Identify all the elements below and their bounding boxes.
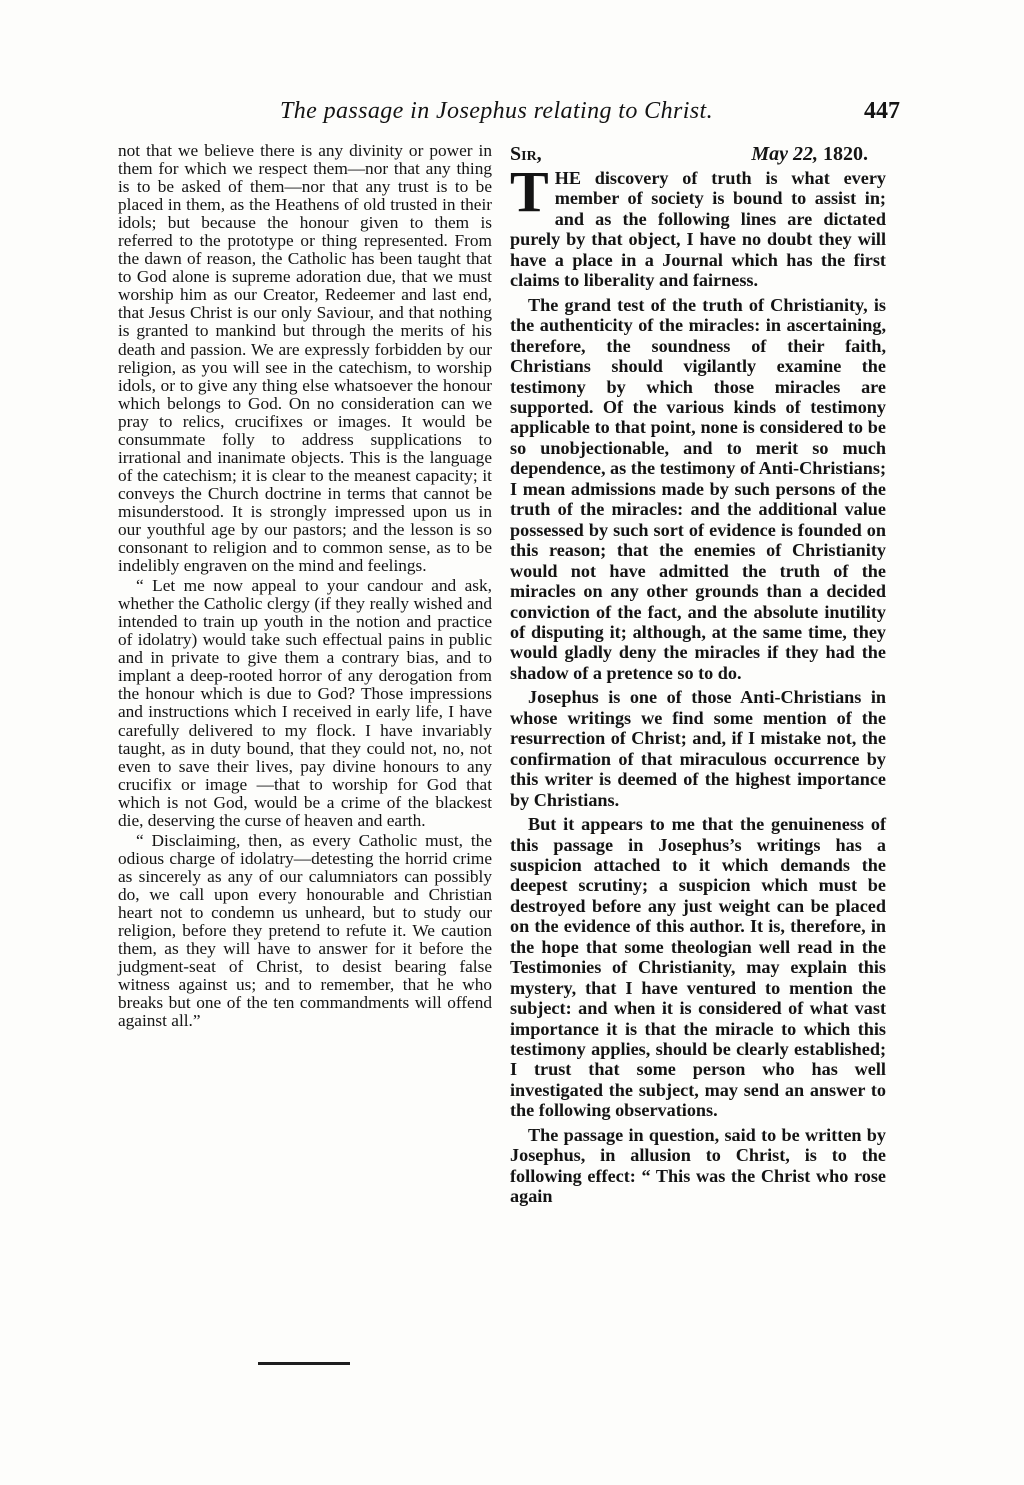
paragraph-grand-test: The grand test of the truth of Christianity, is the authenticity of the miracles: in ascertaining, therefore, the soundness of their faith, Christians should vigilantly examine the testimony by which those miracles are supported. Of the various kinds of testimony applicable to that point, none is considered to be so unobjectionable, and to merit so much dependence, as the testimony of Anti-Christians; I mean admissions made by such persons of the truth of the miracles: and the additional value possessed by such sort of evidence is founded on this reason; that the enemies of Christianity would not have admitted the truth of the miracles on any other grounds than a decided conviction of the fact, and the absolute inutility of disputing it; although, at the same time, they would gladly deny the miracles if they had the shadow of a pretence so to do.: [510, 294, 886, 683]
left-column: [118, 142, 492, 1030]
paragraph-disclaiming: “ Disclaiming, then, as every Catholic must, the odious charge of idolatry—detesting the horrid crime as sincerely as any of our calumniators can possibly do, we call upon every honourable and Christian heart not to condemn us unheard, but to study our religion, before they pretend to refute it. We caution them, as they will have to answer for it before the judgment-seat of Christ, to desist bearing false witness against us; and to remember, that he who breaks but one of the ten commandments will offend against all.”: [118, 830, 492, 1031]
paragraph-appeal: “ Let me now appeal to your candour and ask, whether the Catholic clergy (if they really wished and intended to train up youth in the notion and practice of idolatry) would take such effectual pains in public and in private to give them a contrary bias, and to implant a deep-rooted horror of any derogation from the honour which is due to God? Those impressions and instructions which I received in early life, I have carefully delivered to my flock. I have invariably taught, as in duty bound, that they could not, no, not even to save their lives, pay divine honours to any crucifix or image —that to worship for God that which is not God, would be a crime of the blackest die, deserving the curse of heaven and earth.: [118, 576, 492, 830]
paragraph-continuation: not that we believe there is any divinity or power in them for which we respect them—nor that any thing is to be asked of them—nor that any trust is to be placed in them, as the Heathens of old trusted in their idols; but because the honour given to them is referred to the prototype or thing represented. From the dawn of reason, the Catholic has been taught that to God alone is supreme adoration due, that we must worship him as our Creator, Redeemer and last end, that Jesus Christ is our only Saviour, and that nothing is granted to mankind but through the merits of his death and passion. We are expressly forbidden by our religion, as you will see in the catechism, to worship idols, or to give any thing else whatsoever the honour which belongs to God. On no consideration can we pray to relics, crucifixes or images. It would be consummate folly to address supplications to irrational and inanimate objects. This is the language of the catechism; it is clear to the meanest capacity; it conveys the Church doctrine in terms that cannot be misunderstood. It is strongly impressed upon us in our youthful age by our pastors; and the lesson is so consonant to religion and to common sense, as to be indelibly engraven on the mind and feelings.: [118, 141, 492, 576]
letter-date: [751, 142, 868, 166]
paragraph-passage: The passage in question, said to be written by Josephus, in allusion to Christ, is to the following effect: “ This was the Christ who rose again: [510, 1124, 886, 1207]
drop-cap: T: [510, 159, 549, 224]
right-column: [510, 142, 886, 1207]
letter-date-month-day: May 22,: [751, 143, 818, 165]
page-number: 447: [864, 98, 900, 124]
paragraph-opening: [510, 159, 886, 291]
paragraph-josephus: Josephus is one of those Anti-Christians in whose writings we find some mention of the resurrection of Christ; and, if I mistake not, the confirmation of that miraculous occurrence by this writer is deemed of the highest importance by Christians.: [510, 687, 886, 810]
letter-heading: [510, 142, 886, 168]
letter-date-year: 1820.: [823, 143, 868, 165]
paragraph-genuineness: But it appears to me that the genuineness of this passage in Josephus’s writings has a suspicion attached to it which demands the deepest scrutiny; a suspicion which must be destroyed before any just weight can be placed on the evidence of this author. It is, therefore, in the hope that some theologian well read in the Testimonies of Christianity, may explain this mystery, that I have ventured to mention the subject: and when it is considered of what vast importance it is that the miracle to which this testimony applies, should be clearly established; I trust that some person who has well investigated the subject, may send an answer to the following observations.: [510, 814, 886, 1121]
salutation: Sir,: [510, 143, 542, 165]
section-end-rule: [258, 1362, 350, 1365]
paragraph-opening-text: HE discovery of truth is what every member of society is bound to assist in; and as the following lines are dictated purely by that object, I have no doubt they will have a place in a Journal which has the first claims to liberality and fairness.: [510, 168, 886, 291]
running-head: [120, 98, 900, 132]
running-title: The passage in Josephus relating to Christ.: [280, 98, 713, 124]
